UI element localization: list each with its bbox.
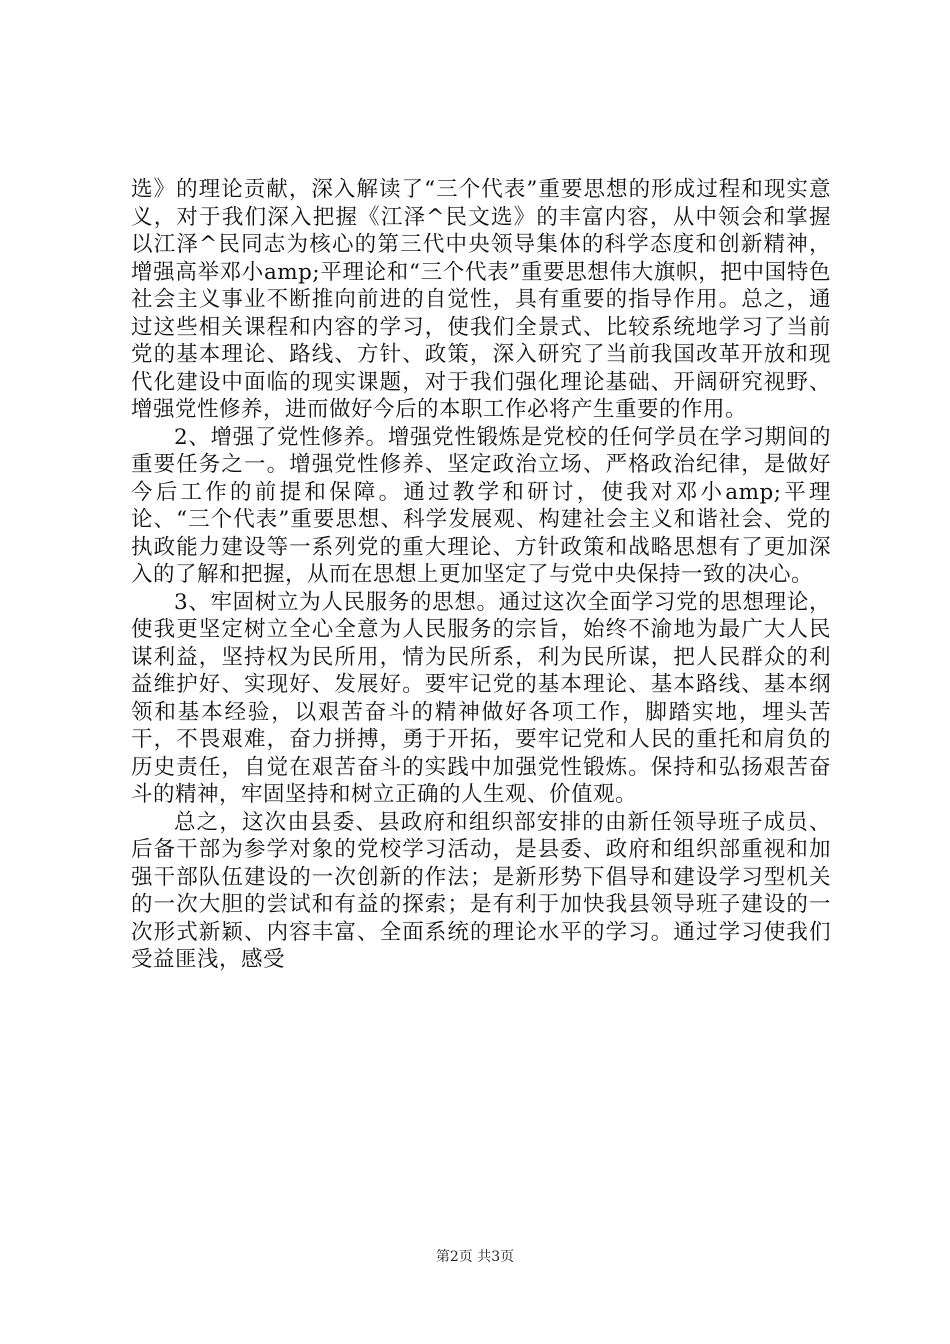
document-body: [131, 176, 831, 974]
paragraph-continuation: 选》的理论贡献，深入解读了“三个代表”重要思想的形成过程和现实意义，对于我们深入把握《江泽^民文选》的丰富内容，从中领会和掌握以江泽^民同志为核心的第三代中央领导集体的科学态度和创新精神，增强高举邓小amp;平理论和“三个代表”重要思想伟大旗帜，把中国特色社会主义事业不断推向前进的自觉性，具有重要的指导作用。总之，通过这些相关课程和内容的学习，使我们全景式、比较系统地学习了当前党的基本理论、路线、方针、政策，深入研究了当前我国改革开放和现代化建设中面临的现实课题，对于我们强化理论基础、开阔研究视野、增强党性修养，进而做好今后的本职工作必将产生重要的作用。: [131, 177, 831, 422]
paragraph-summary: 总之，这次由县委、县政府和组织部安排的由新任领导班子成员、后备干部为参学对象的党校学习活动，是县委、政府和组织部重视和加强干部队伍建设的一次创新的作法；是新形势下倡导和建设学习型机关的一次大胆的尝试和有益的探索；是有利于加快我县领导班子建设的一次形式新颖、内容丰富、全面系统的理论水平的学习。通过学习使我们受益匪浅，感受: [131, 809, 831, 972]
paragraph-serve-people: 3、牢固树立为人民服务的思想。通过这次全面学习党的思想理论，使我更坚定树立全心全意为人民服务的宗旨，始终不渝地为最广大人民谋利益，坚持权为民所用，情为民所系，利为民所谋，把人民群众的利益维护好、实现好、发展好。要牢记党的基本理论、基本路线、基本纲领和基本经验，以艰苦奋斗的精神做好各项工作，脚踏实地，埋头苦干，不畏艰难，奋力拼搏，勇于开拓，要牢记党和人民的重托和肩负的历史责任，自觉在艰苦奋斗的实践中加强党性锻炼。保持和弘扬艰苦奋斗的精神，牢固坚持和树立正确的人生观、价值观。: [131, 589, 831, 807]
page-number-footer: 第2页 共3页: [435, 1249, 515, 1265]
paragraph-party-spirit: 2、增强了党性修养。增强党性锻炼是党校的任何学员在学习期间的重要任务之一。增强党性修养、坚定政治立场、严格政治纪律，是做好今后工作的前提和保障。通过教学和研讨，使我对邓小amp;平理论、“三个代表”重要思想、科学发展观、构建社会主义和谐社会、党的执政能力建设等一系列党的重大理论、方针政策和战略思想有了更加深入的了解和把握，从而在思想上更加坚定了与党中央保持一致的决心。: [131, 424, 831, 587]
